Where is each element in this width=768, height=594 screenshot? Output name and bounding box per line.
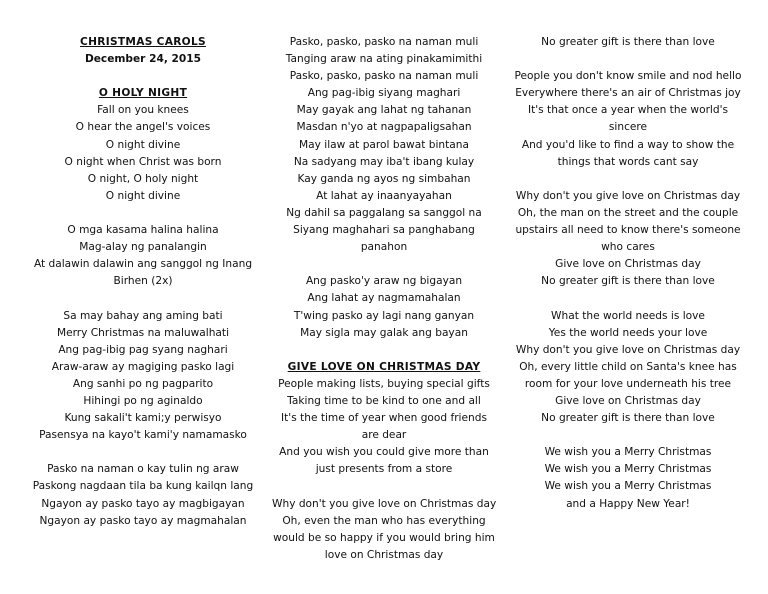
lyric-line: Pasensya na kayo't kami'y namamasko: [39, 429, 247, 442]
spacer: [28, 290, 258, 307]
lyric-line: Mag-alay ng panalangin: [79, 241, 207, 254]
lyric-line: O hear the angel's voices: [75, 121, 211, 134]
document-title: CHRISTMAS CAROLS: [80, 36, 206, 48]
lyric-line: O night divine: [105, 138, 181, 151]
stanza: [514, 188, 742, 291]
lyric-line: O night when Christ was born: [64, 155, 222, 168]
spacer: [28, 205, 258, 222]
song-title-give-love: GIVE LOVE ON CHRISTMAS DAY: [287, 360, 481, 373]
lyric-line: Ang pasko'y araw ng bigayan: [305, 275, 463, 288]
lyric-line: What the world needs is love: [551, 309, 705, 322]
lyric-line: Paskong nagdaan tila ba kung kailqn lang: [32, 480, 254, 493]
stanza: [28, 308, 258, 445]
lyric-line: Merry Christmas na maluwalhati: [56, 326, 230, 339]
lyric-line: Ang pag-ibig siyang maghari: [307, 87, 461, 100]
lyric-line: May sigla may galak ang bayan: [300, 326, 468, 339]
lyric-line: It's that once a year when the world's sincere: [527, 104, 729, 134]
lyric-line: Masdan n'yo at nagpapaligsahan: [296, 121, 472, 134]
lyric-line: and a Happy New Year!: [566, 497, 690, 510]
spacer: [272, 342, 496, 359]
lyric-line: We wish you a Merry Christmas: [544, 446, 712, 459]
lyric-line: No greater gift is there than love: [541, 412, 715, 425]
lyric-line: T'wing pasko ay lagi nang ganyan: [293, 309, 475, 322]
song-title-o-holy-night: O HOLY NIGHT: [98, 87, 188, 100]
lyric-line: Ng dahil sa paggalang sa sanggol na Siyang maghahari sa panghabang panahon: [286, 206, 482, 254]
stanza: [514, 68, 742, 171]
lyric-line: Kay ganda ng ayos ng simbahan: [297, 172, 471, 185]
lyric-line: Pasko, pasko, pasko na naman muli: [289, 70, 479, 83]
lyric-line: Na sadyang may iba't ibang kulay: [293, 155, 475, 168]
lyric-line: No greater gift is there than love: [541, 275, 715, 288]
lyric-line: Ang sanhi po ng pagparito: [72, 377, 214, 390]
lyric-line: Ngayon ay pasko tayo ay magmahalan: [39, 514, 247, 527]
lyric-line: And you wish you could give more than just presents from a store: [279, 446, 489, 476]
lyric-line: Yes the world needs your love: [548, 326, 708, 339]
lyric-line: Ang lahat ay nagmamahalan: [307, 292, 461, 305]
lyric-line: Araw-araw ay magiging pasko lagi: [51, 360, 235, 373]
lyric-line: Hihingi po ng aginaldo: [83, 394, 203, 407]
lyric-line: May gayak ang lahat ng tahanan: [296, 104, 472, 117]
spacer: [514, 427, 742, 444]
lyric-line: O night, O holy night: [87, 172, 199, 185]
lyric-line: It's the time of year when good friends are dear: [281, 412, 487, 442]
stanza: [28, 102, 258, 205]
stanza: [28, 461, 258, 529]
lyric-line: Sa may bahay ang aming bati: [63, 309, 223, 322]
lyric-line: Why don't you give love on Christmas day: [515, 343, 741, 356]
lyric-line: Oh, the man on the street and the couple upstairs all need to know there's someone who cares: [515, 206, 741, 254]
lyric-line: Give love on Christmas day: [555, 258, 701, 271]
lyric-line: No greater gift is there than love: [541, 36, 715, 48]
column-3: [514, 34, 742, 513]
lyric-line: May ilaw at parol bawat bintana: [299, 138, 469, 151]
lyric-line: People making lists, buying special gifts: [278, 377, 490, 390]
lyric-line: Pasko na naman o kay tulin ng araw: [47, 463, 239, 476]
lyric-line: We wish you a Merry Christmas: [544, 480, 712, 493]
spacer: [28, 68, 258, 85]
lyric-line: Everywhere there's an air of Christmas joy: [515, 87, 741, 100]
lyric-line: Kung sakali't kami;y perwisyo: [64, 412, 222, 425]
stanza: [272, 496, 496, 564]
lyric-line: Fall on you knees: [97, 104, 189, 117]
spacer: [514, 51, 742, 68]
column-1: [28, 34, 258, 530]
spacer: [514, 290, 742, 307]
spacer: [28, 444, 258, 461]
lyric-line: Taking time to be kind to one and all: [287, 394, 481, 407]
stanza: [514, 444, 742, 512]
stanza: [514, 308, 742, 428]
column-2: [272, 34, 496, 564]
lyric-line: People you don't know smile and nod hello: [514, 70, 742, 83]
lyric-line: Oh, even the man who has everything would be so happy if you would bring him love on Christmas day: [273, 514, 495, 561]
lyric-line: We wish you a Merry Christmas: [544, 463, 712, 476]
lyric-line: Pasko, pasko, pasko na naman muli: [289, 36, 479, 48]
lyric-line: Why don't you give love on Christmas day: [515, 189, 741, 202]
lyric-line: O mga kasama halina halina: [67, 224, 219, 237]
stanza: [272, 34, 496, 256]
lyric-line: At dalawin dalawin ang sanggol ng Inang Birhen (2x): [33, 258, 253, 288]
spacer: [272, 478, 496, 495]
stanza: [272, 273, 496, 341]
document-date: December 24, 2015: [84, 53, 202, 66]
lyric-line: Ngayon ay pasko tayo ay magbigayan: [41, 497, 245, 510]
lyric-line: Ang pag-ibig pag syang naghari: [58, 343, 228, 356]
stanza: [272, 376, 496, 479]
spacer: [272, 256, 496, 273]
lyric-line: At lahat ay inaanyayahan: [316, 189, 452, 202]
lyric-line: O night divine: [105, 189, 181, 202]
lyric-line: Why don't you give love on Christmas day: [272, 497, 497, 510]
lyric-line: Oh, every little child on Santa's knee has room for your love underneath his tree: [519, 360, 737, 390]
lyric-line: Tanging araw na ating pinakamimithi: [285, 53, 483, 66]
lyric-line: And you'd like to find a way to show the things that words cant say: [521, 138, 735, 168]
spacer: [514, 171, 742, 188]
stanza: [28, 222, 258, 290]
lyric-line: Give love on Christmas day: [555, 394, 701, 407]
